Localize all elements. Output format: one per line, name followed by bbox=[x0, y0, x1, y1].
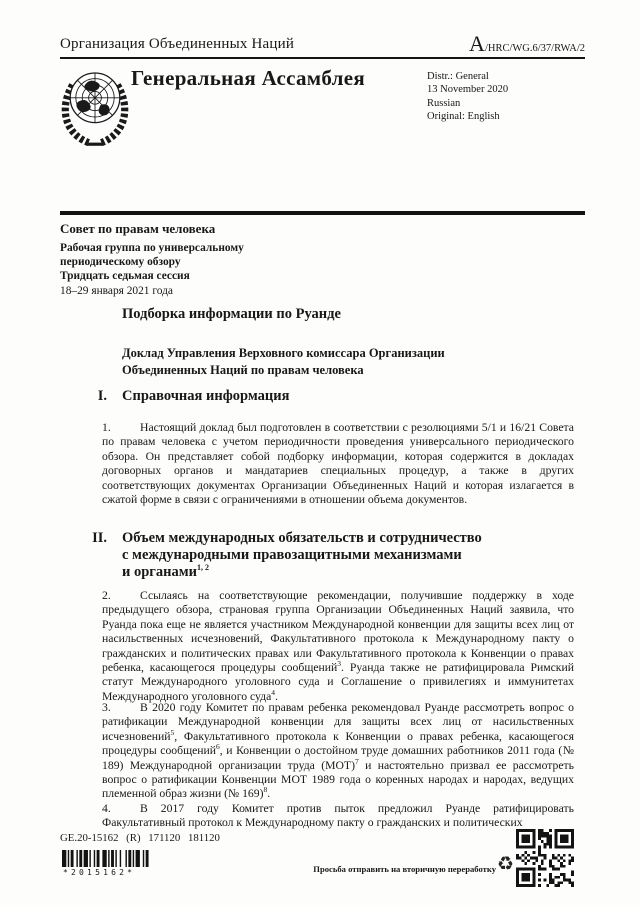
working-group-line2: периодическому обзору bbox=[60, 256, 181, 269]
un-org-name: Организация Объединенных Наций bbox=[60, 36, 295, 52]
paragraph-number: 3. bbox=[102, 701, 111, 714]
subtitle-line: Доклад Управления Верховного комиссара Организации bbox=[122, 346, 445, 360]
paragraph-2 bbox=[102, 589, 574, 704]
barcode bbox=[62, 850, 150, 867]
section-numeral: II. bbox=[92, 530, 107, 546]
document-symbol-suffix: /HRC/WG.6/37/RWA/2 bbox=[484, 43, 585, 54]
paragraph-4 bbox=[102, 802, 574, 831]
section-numeral: I. bbox=[97, 388, 107, 404]
session-number: Тридцать седьмая сессия bbox=[60, 270, 190, 283]
paragraph-3 bbox=[102, 701, 574, 802]
footnote-ref: 6 bbox=[216, 742, 220, 752]
distribution-block bbox=[427, 70, 508, 124]
footnote-ref: 5 bbox=[170, 727, 175, 737]
date-line: 13 November 2020 bbox=[427, 84, 509, 96]
section-heading-2 bbox=[92, 530, 542, 580]
paragraph-text: Ссылаясь на соответствующие рекомендации, получившие поддержку в ходе предыдущего обзора, страновая группа Организации Объединенных Наций заявила, что Руанда пока еще не является участником Международной конвенции для защиты всех лиц от насильственных исчезновений, Факультативного протокола к Международному пакту о гражданских и политических правах или Факультативного протокола к Конвенции о правах ребенка, касающегося процедуры сообщений bbox=[102, 589, 574, 675]
paragraph-number: 1. bbox=[102, 421, 111, 434]
ge-document-number: GE.20-15162 (R) 171120 181120 bbox=[60, 832, 220, 844]
document-symbol bbox=[469, 31, 585, 57]
council-name: Совет по правам человека bbox=[60, 221, 216, 236]
footnote-ref: 1, 2 bbox=[196, 562, 209, 572]
assembly-title: Генеральная Ассамблея bbox=[131, 66, 366, 90]
paragraph-text: В 2017 году Комитет против пыток предложил Руанде ратифицировать Факультативный протокол к Международному пакту о гражданских и политических bbox=[102, 802, 574, 830]
original-language-line: Original: English bbox=[427, 111, 500, 123]
section-title-line: с международными правозащитными механизмами bbox=[122, 546, 462, 563]
section-divider-rule bbox=[60, 211, 585, 215]
paragraph-1 bbox=[102, 421, 574, 507]
section-title-line-text: и органами bbox=[122, 563, 197, 580]
footnote-ref: 3 bbox=[337, 659, 342, 669]
page-subtitle bbox=[122, 345, 512, 379]
header-rule bbox=[60, 57, 585, 59]
footnote-ref: 7 bbox=[354, 756, 359, 766]
language-line: Russian bbox=[427, 97, 461, 109]
paragraph-text: . bbox=[275, 689, 278, 703]
session-block bbox=[60, 221, 244, 298]
paragraph-text: В 2020 году Комитет по правам ребенка рекомендовал Руанде рассмотреть вопрос о ратификации Международной конвенции для защиты всех лиц от насильственных исчезновений bbox=[102, 701, 574, 743]
recycle-icon: ♻ bbox=[497, 853, 515, 875]
footnote-ref: 8 bbox=[263, 785, 268, 795]
section-title: Справочная информация bbox=[122, 388, 290, 404]
section-heading-1 bbox=[97, 388, 290, 405]
session-dates: 18–29 января 2021 года bbox=[60, 284, 173, 297]
footnote-ref: 4 bbox=[271, 687, 276, 697]
section-title-line bbox=[122, 564, 542, 581]
paragraph-text: и настоятельно призвал ее рассмотреть вопрос о ратификации Конвенции МОТ 1989 года о коренных народах и народах, ведущих племенной образ жизни (№ 169) bbox=[102, 758, 574, 801]
paragraph-text: . bbox=[267, 787, 271, 801]
qr-code bbox=[516, 829, 574, 887]
working-group-line1: Рабочая группа по универсальному bbox=[60, 242, 244, 254]
un-emblem-icon bbox=[55, 61, 135, 149]
paragraph-text: , и Конвенции о достойном труде домашних работников 2011 года (№ 189) Международной организации труда (МОТ) bbox=[102, 744, 574, 772]
paragraph-number: 4. bbox=[102, 802, 111, 815]
paragraph-text: , Факультативного протокола к Конвенции о правах ребенка, касающегося процедуры сообщений bbox=[102, 729, 574, 758]
barcode-text: *2015162* bbox=[63, 868, 136, 877]
paragraph-number: 2. bbox=[102, 589, 111, 602]
paragraph-text: Настоящий доклад был подготовлен в соответствии с резолюциями 5/1 и 16/21 Совета по правам человека с учетом периодичности проведения универсального периодического обзора. Он представляет собой подборку информации, которая содержится в докладах договорных органов и мандатариев специальных процедур, а также в других соответствующих документах Организации Объединенных Наций и которая излагается в сжатой форме в связи с ограничениями в отношении объема документов. bbox=[102, 421, 574, 507]
distr-line: Distr.: General bbox=[427, 71, 489, 82]
subtitle-line: Объединенных Наций по правам человека bbox=[122, 363, 364, 377]
document-symbol-prefix: A bbox=[469, 31, 485, 56]
section-title-line: Объем международных обязательств и сотрудничество bbox=[122, 530, 482, 546]
page-title: Подборка информации по Руанде bbox=[122, 306, 341, 322]
paragraph-text: . Руанда также не ратифицировала Римский статут Международного уголовного суда и Соглашение о привилегиях и иммунитетах Международного уголовного суда bbox=[102, 661, 574, 703]
recycle-notice: Просьба отправить на вторичную переработку bbox=[313, 864, 496, 874]
